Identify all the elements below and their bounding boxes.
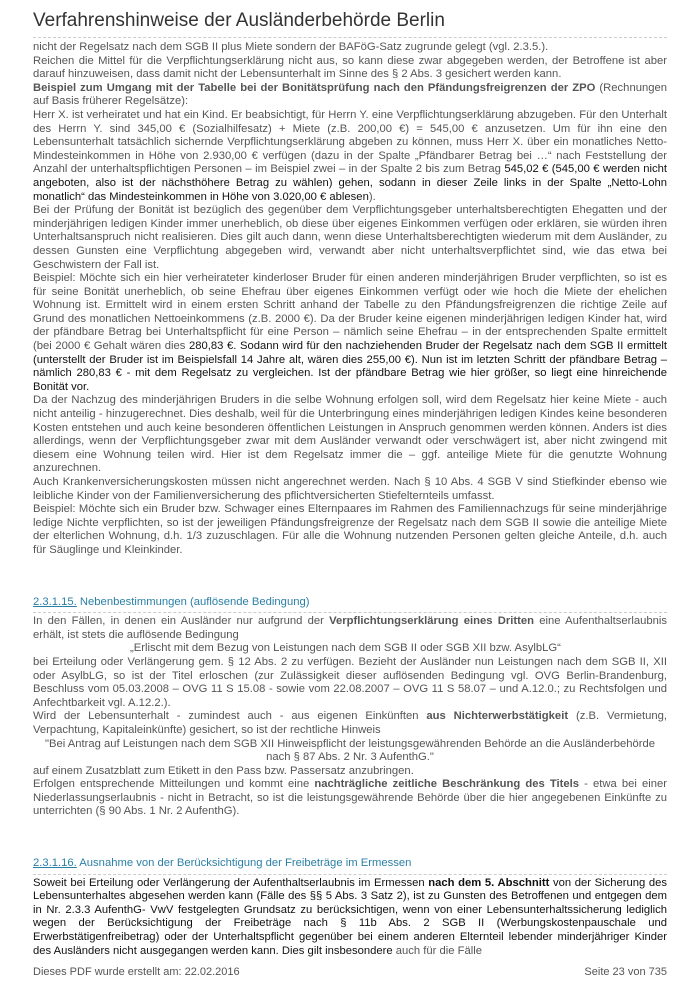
paragraph: Wird der Lebensunterhalt - zumindest auch - aus eigenen Einkünften aus Nichterwerbstätigkeit (z.B. Vermietung, Verpachtung, Kapitaleinkünfte) gesichert, so ist der rechtliche Hinweis [33, 710, 668, 736]
paragraph: Herr X. ist verheiratet und hat ein Kind. Er beabsichtigt, für Herrn Y. eine Verpflichtungserklärung abzugeben. Für den Unterhalt des Herrn Y. sind 345,00 € (Sozialhilfesatz) + Miete (z.B. 200,00 €) = 545,00 € anzusetzen. Um für ihn eine den Lebensunterhalt tatsächlich sichernde Verpflichtungserklärung abgeben zu können, muss Herr X. über ein monatliches Netto- Mindesteinkommen in Höhe von 2.930,00 € verfügen (dazu in der Spalte „Pfändbarer Betrag bei …“ nach Feststellung der Anzahl der unterhaltspflichtigen Personen – im Beispiel zwei – in der Spalte 2 bis zum Betrag 545,02 € (545,00 € werden nicht angeboten, also ist der nächsthöhere Betrag zu wählen) gehen, sodann in dieser Zeile links in der Spalte „Netto-Lohn monatlich“ das Mindesteinkommen in Höhe von 3.020,00 € ablesen). [33, 108, 667, 203]
quote: nach § 87 Abs. 2 Nr. 3 AufenthG." [266, 751, 434, 764]
paragraph: Beispiel zum Umgang mit der Tabelle bei der Bonitätsprüfung nach den Pfändungsfreigrenzen der ZPO (Rechnungen auf Basis früherer Regelsätze): [33, 81, 667, 108]
creation-date: Dieses PDF wurde erstellt am: 22.02.2016 [33, 966, 240, 978]
section-title: Nebenbestimmungen (auflösende Bedingung) [76, 595, 310, 608]
paragraph: auf einem Zusatzblatt zum Etikett in den Pass bzw. Passersatz anzubringen. [33, 764, 414, 777]
paragraph: Erfolgen entsprechende Mitteilungen und kommt eine nachträgliche zeitliche Beschränkung des Titels - etwa bei einer Niederlassungserlaubnis - nicht in Betracht, so ist die leistungsgewährende Behörde über die hier angegebenen Einkünfte zu unterrichten (§ 90 Abs. 1 Nr. 2 AufenthG). [33, 778, 667, 818]
paragraph: bei Erteilung oder Verlängerung gem. § 12 Abs. 2 zu verfügen. Bezieht der Ausländer nun Leistungen nach dem SGB II, XII oder AsylbLG, so ist der Titel erloschen (zur Zulässigkeit dieser auflösenden Bedingung vgl. OVG Berlin-Brandenburg, Beschluss vom 05.03.2008 – OVG 11 S 15.08 - sowie vom 22.08.2007 – OVG 11 S 58.07 – und A.12.0.; zu Rechtsfolgen und Anfechtbarkeit vgl. A.12.2.). [33, 655, 667, 709]
section-title: Ausnahme von der Berücksichtigung der Freibeträge im Ermessen [76, 857, 412, 870]
section-number-link[interactable]: 2.3.1.16. [33, 857, 77, 870]
paragraph: Soweit bei Erteilung oder Verlängerung der Aufenthaltserlaubnis im Ermessen nach dem 5. Abschnitt von der Sicherung des Lebensunterhaltes abgesehen werden kann (Fälle des §§ 5 Abs. 3 Satz 2), ist zu Gunsten des Betroffenen und entgegen dem in Nr. 2.3.3 AufenthG- VwV festgelegten Grundsatz zu berücksichtigen, wenn von einer Lebensunterhaltssicherung lediglich wegen der Berücksichtigung der Freibeträge nach § 11b Abs. 2 SGB II (Werbungskostenpauschale und Erwerbstätigenfreibetrag) oder der Unterhaltspflicht gegenüber bei einem anderen Elternteil lebender minderjähriger Kinder des Ausländers nicht ausgegangen werden kann. Dies gilt insbesondere auch für die Fälle [33, 876, 667, 957]
section-heading [33, 596, 667, 614]
page-number: Seite 23 von 735 [584, 966, 667, 978]
paragraph: Beispiel: Möchte sich ein hier verheirateter kinderloser Bruder für einen anderen minderjährigen Bruder verpflichten, so ist es für seine Bonität unerheblich, ob seine Ehefrau über eigenes Einkommen verfügt oder wie hoch die Miete der ehelichen Wohnung ist. Ermittelt wird in einem ersten Schritt anhand der Tabelle zu den Pfändungsfreigrenzen die richtige Zeile auf Grund des monatlichen Nettoeinkommens (z.B. 2000 €). Da der Bruder keine eigenen minderjährigen ledigen Kinder hat, wird der pfändbare Betrag bei Unterhaltspflicht für eine Person – nämlich seine Ehefrau – in der entsprechenden Spalte ermittelt (bei 2000 € Gehalt wären dies 280,83 €. Sodann wird für den nachziehenden Bruder der Regelsatz nach dem SGB II ermittelt (unterstellt der Bruder ist im Beispielsfall 14 Jahre alt, wären dies 255,00 €). Nun ist im letzten Schritt der pfändbare Betrag – nämlich 280,83 € - mit dem Regelsatz zu vergleichen. Ist der pfändbare Betrag wie hier größer, so liegt eine hinreichende Bonität vor. [33, 272, 667, 393]
paragraph: nicht der Regelsatz nach dem SGB II plus Miete sondern der BAFöG-Satz zugrunde gelegt (vgl. 2.3.5.). [33, 41, 549, 53]
quote: „Erlischt mit dem Bezug von Leistungen nach dem SGB II oder SGB XII bzw. AsylbLG“ [130, 642, 561, 655]
quote: "Bei Antrag auf Leistungen nach dem SGB XII Hinweispflicht der leistungsgewährenden Behörde an die Ausländerbehörde [44, 737, 656, 750]
example-heading: Beispiel zum Umgang mit der Tabelle bei der Bonitätsprüfung nach den Pfändungsfreigrenzen der ZPO [33, 81, 596, 94]
page-header-title: Verfahrenshinweise der Ausländerbehörde Berlin [33, 10, 667, 38]
paragraph: Bei der Prüfung der Bonität ist bezüglich des gegenüber dem Verpflichtungsgeber unterhaltsberechtigten Ehegatten und der minderjährigen ledigen Kinder immer unerheblich, ob diese über eigenes Einkommen verfügen oder erklären, sie würden ihren Unterhaltsanspruch nicht realisieren. Dies gilt auch dann, wenn diese Unterhaltsberechtigten wiederum mit dem Ausländer, zu dessen Gunsten eine Verpflichtung abgegeben wird, verwandt aber nicht unterhaltsverpflichtet sind, wie das etwa bei Geschwistern der Fall ist. [33, 204, 667, 271]
paragraph: Reichen die Mittel für die Verpflichtungserklärung nicht aus, so kann diese zwar abgegeben werden, der Betroffene ist aber darauf hinzuweisen, dass damit nicht der Lebensunterhalt im Sinne des § 2 Abs. 3 gesichert werden kann. [33, 54, 667, 81]
paragraph: Auch Krankenversicherungskosten müssen nicht angerechnet werden. Nach § 10 Abs. 4 SGB V sind Stiefkinder ebenso wie leibliche Kinder von der Familienversicherung des pflichtversicherten Stiefelternteils umfasst. [33, 476, 667, 502]
page-footer [33, 966, 667, 978]
section-heading [33, 857, 667, 875]
paragraph: In den Fällen, in denen ein Ausländer nur aufgrund der Verpflichtungserklärung eines Dritten eine Aufenthaltserlaubnis erhält, ist stets die auflösende Bedingung [33, 615, 668, 641]
paragraph: Beispiel: Möchte sich ein Bruder bzw. Schwager eines Elternpaares im Rahmen des Familiennachzugs für seine minderjährige ledige Nichte verpflichten, so ist der jeweiligen Pfändungsfreigrenze der Regelsatz nach dem SGB II sowie die anteilige Miete der elterlichen Wohnung, d.h. 1/3 zuzuschlagen. Für alle die Wohnung nutzenden Personen gelten gleiche Anteile, d.h. auch für Säuglinge und Kleinkinder. [33, 503, 667, 556]
document-body [33, 41, 667, 958]
paragraph: Da der Nachzug des minderjährigen Bruders in die selbe Wohnung erfolgen soll, wird dem Regelsatz hier keine Miete - auch nicht anteilig - hinzugerechnet. Dies deshalb, weil für die Unterbringung eines minderjährigen ledigen Kindes keine besonderen Kosten entstehen und auch keine besonderen öffentlichen Leistungen in Anspruch genommen werden können. Anders ist dies allerdings, wenn der Verpflichtungsgeber zwar mit dem Ausländer verwandt oder verschwägert ist, aber nicht zwingend mit diesem eine Wohnung teilen wird. Hier ist dem Regelsatz immer die – ggf. anteilige Miete für die genutzte Wohnung anzurechnen. [33, 394, 667, 475]
section-number-link[interactable]: 2.3.1.15. [33, 595, 77, 608]
